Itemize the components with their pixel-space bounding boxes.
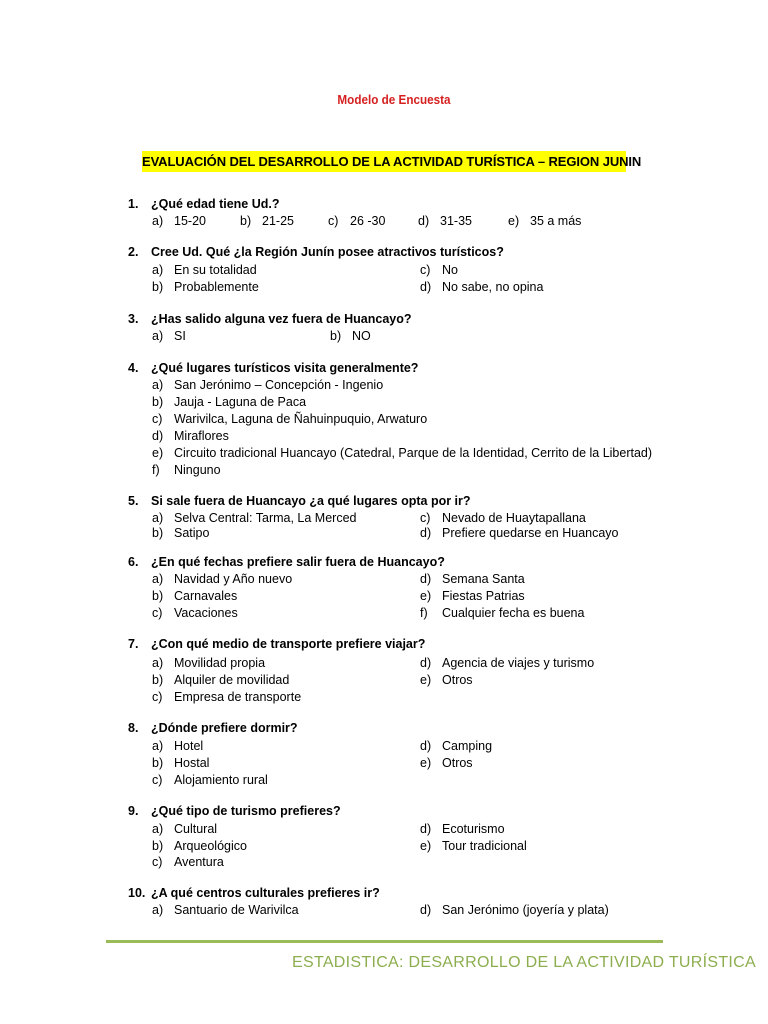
option-letter: b) bbox=[152, 395, 164, 409]
question-label: ¿Qué tipo de turismo prefieres? bbox=[151, 804, 341, 818]
option-letter: c) bbox=[152, 690, 163, 704]
option-text: Hostal bbox=[174, 756, 210, 770]
option-text: Otros bbox=[442, 673, 473, 687]
answer-option bbox=[152, 263, 257, 277]
option-text: Satipo bbox=[174, 526, 210, 540]
option-letter: d) bbox=[420, 739, 432, 753]
option-text: Alquiler de movilidad bbox=[174, 673, 290, 687]
option-letter: d) bbox=[420, 822, 432, 836]
answer-option bbox=[152, 589, 237, 603]
option-text: Warivilca, Laguna de Ñahuinpuquio, Arwaturo bbox=[174, 412, 428, 426]
question-label: Si sale fuera de Huancayo ¿a qué lugares opta por ir? bbox=[151, 494, 471, 508]
option-text: No bbox=[442, 263, 458, 277]
question-label: ¿Dónde prefiere dormir? bbox=[151, 721, 298, 735]
answer-option bbox=[420, 280, 543, 294]
option-text: Santuario de Warivilca bbox=[174, 903, 299, 917]
option-letter: e) bbox=[152, 446, 164, 460]
answer-option bbox=[152, 526, 209, 540]
answer-option bbox=[420, 589, 525, 603]
answer-option bbox=[152, 690, 301, 704]
answer-option bbox=[152, 656, 265, 670]
answer-option bbox=[420, 756, 473, 770]
question-number: 6. bbox=[128, 555, 139, 569]
option-letter: a) bbox=[152, 572, 164, 586]
question-label: ¿Has salido alguna vez fuera de Huancayo? bbox=[151, 312, 412, 326]
option-text: Selva Central: Tarma, La Merced bbox=[174, 511, 357, 525]
option-text: 15-20 bbox=[174, 214, 206, 228]
question-6-text bbox=[128, 555, 445, 569]
option-text: Agencia de viajes y turismo bbox=[442, 656, 595, 670]
option-letter: d) bbox=[418, 214, 430, 228]
option-letter: a) bbox=[152, 822, 164, 836]
option-letter: d) bbox=[420, 656, 432, 670]
option-letter: c) bbox=[328, 214, 339, 228]
option-letter: a) bbox=[152, 263, 164, 277]
question-number: 2. bbox=[128, 245, 139, 259]
question-label: ¿Con qué medio de transporte prefiere viajar? bbox=[151, 637, 426, 651]
answer-option bbox=[330, 329, 371, 343]
option-letter: d) bbox=[420, 526, 432, 540]
option-letter: e) bbox=[420, 673, 432, 687]
option-text: Cultural bbox=[174, 822, 218, 836]
answer-option bbox=[420, 606, 584, 620]
answer-option bbox=[152, 412, 427, 426]
option-text: San Jerónimo – Concepción - Ingenio bbox=[174, 378, 384, 392]
answer-option bbox=[240, 214, 294, 228]
answer-option bbox=[152, 329, 186, 343]
answer-option bbox=[152, 429, 229, 443]
option-letter: a) bbox=[152, 511, 164, 525]
answer-option bbox=[420, 903, 609, 917]
question-number: 9. bbox=[128, 804, 139, 818]
question-1-text bbox=[128, 197, 280, 211]
option-text: Otros bbox=[442, 756, 473, 770]
answer-option bbox=[152, 280, 259, 294]
answer-option bbox=[152, 606, 238, 620]
option-text: 21-25 bbox=[262, 214, 294, 228]
option-letter: f) bbox=[420, 606, 428, 620]
option-letter: a) bbox=[152, 214, 164, 228]
answer-option bbox=[328, 214, 385, 228]
option-letter: a) bbox=[152, 378, 164, 392]
answer-option bbox=[152, 822, 217, 836]
option-letter: f) bbox=[152, 463, 160, 477]
answer-option bbox=[152, 855, 224, 869]
question-label: Cree Ud. Qué ¿la Región Junín posee atractivos turísticos? bbox=[151, 245, 504, 259]
option-letter: d) bbox=[152, 429, 164, 443]
answer-option bbox=[152, 463, 221, 477]
answer-option bbox=[152, 395, 306, 409]
question-9-text bbox=[128, 804, 341, 818]
answer-option bbox=[152, 673, 289, 687]
question-2-text bbox=[128, 245, 504, 259]
answer-option bbox=[420, 511, 586, 525]
option-letter: e) bbox=[420, 756, 432, 770]
option-letter: b) bbox=[152, 673, 164, 687]
question-number: 8. bbox=[128, 721, 139, 735]
option-text: Fiestas Patrias bbox=[442, 589, 525, 603]
option-letter: e) bbox=[420, 839, 432, 853]
option-letter: c) bbox=[420, 263, 431, 277]
option-letter: b) bbox=[152, 589, 164, 603]
option-text: Circuito tradicional Huancayo (Catedral, Parque de la Identidad, Cerrito de la Libertad) bbox=[174, 446, 653, 460]
option-text: 31-35 bbox=[440, 214, 472, 228]
option-text: Ecoturismo bbox=[442, 822, 505, 836]
answer-option bbox=[152, 739, 203, 753]
option-text: Alojamiento rural bbox=[174, 773, 268, 787]
option-letter: b) bbox=[152, 756, 164, 770]
answer-option bbox=[420, 526, 619, 540]
option-text: Vacaciones bbox=[174, 606, 238, 620]
option-text: Cualquier fecha es buena bbox=[442, 606, 585, 620]
option-text: Empresa de transporte bbox=[174, 690, 302, 704]
question-number: 4. bbox=[128, 361, 139, 375]
option-text: Carnavales bbox=[174, 589, 238, 603]
question-7-text bbox=[128, 637, 425, 651]
answer-option bbox=[420, 656, 594, 670]
answer-option bbox=[418, 214, 472, 228]
answer-option bbox=[152, 572, 292, 586]
answer-option bbox=[152, 511, 357, 525]
option-letter: d) bbox=[420, 572, 432, 586]
option-letter: a) bbox=[152, 739, 164, 753]
option-text: 26 -30 bbox=[350, 214, 386, 228]
question-number: 10. bbox=[128, 886, 146, 900]
footer-caption: ESTADISTICA: DESARROLLO DE LA ACTIVIDAD TURÍSTICA bbox=[292, 954, 756, 971]
answer-option bbox=[152, 446, 652, 460]
question-3-text bbox=[128, 312, 412, 326]
option-letter: c) bbox=[152, 855, 163, 869]
question-label: ¿Qué lugares turísticos visita generalmente? bbox=[151, 361, 419, 375]
option-text: Arqueológico bbox=[174, 839, 247, 853]
option-text: No sabe, no opina bbox=[442, 280, 544, 294]
answer-option bbox=[420, 673, 473, 687]
survey-heading: EVALUACIÓN DEL DESARROLLO DE LA ACTIVIDAD TURÍSTICA – REGION JUNIN bbox=[142, 151, 626, 172]
option-letter: d) bbox=[420, 903, 432, 917]
option-text: SI bbox=[174, 329, 186, 343]
option-letter: c) bbox=[152, 773, 163, 787]
option-text: Hotel bbox=[174, 739, 204, 753]
question-5-text bbox=[128, 494, 471, 508]
option-text: 35 a más bbox=[530, 214, 582, 228]
option-letter: a) bbox=[152, 903, 164, 917]
option-letter: b) bbox=[152, 526, 164, 540]
option-letter: b) bbox=[240, 214, 252, 228]
question-4-text bbox=[128, 361, 418, 375]
option-letter: c) bbox=[152, 412, 163, 426]
question-10-text bbox=[128, 886, 380, 900]
option-letter: d) bbox=[420, 280, 432, 294]
question-8-text bbox=[128, 721, 298, 735]
question-label: ¿En qué fechas prefiere salir fuera de Huancayo? bbox=[151, 555, 445, 569]
document-title: Modelo de Encuesta bbox=[337, 92, 451, 107]
answer-option bbox=[152, 378, 383, 392]
question-number: 5. bbox=[128, 494, 139, 508]
question-label: ¿A qué centros culturales prefieres ir? bbox=[151, 886, 380, 900]
option-text: Aventura bbox=[174, 855, 224, 869]
answer-option bbox=[152, 773, 268, 787]
option-letter: c) bbox=[152, 606, 163, 620]
option-letter: e) bbox=[420, 589, 432, 603]
option-text: San Jerónimo (joyería y plata) bbox=[442, 903, 609, 917]
answer-option bbox=[152, 839, 247, 853]
option-letter: b) bbox=[330, 329, 342, 343]
question-number: 1. bbox=[128, 197, 139, 211]
answer-option bbox=[420, 263, 458, 277]
option-text: Prefiere quedarse en Huancayo bbox=[442, 526, 619, 540]
option-text: Camping bbox=[442, 739, 493, 753]
answer-option bbox=[420, 739, 492, 753]
option-letter: c) bbox=[420, 511, 431, 525]
answer-option bbox=[420, 822, 505, 836]
option-text: Jauja - Laguna de Paca bbox=[174, 395, 307, 409]
question-label: ¿Qué edad tiene Ud.? bbox=[151, 197, 280, 211]
option-letter: e) bbox=[508, 214, 520, 228]
question-number: 7. bbox=[128, 637, 139, 651]
option-text: En su totalidad bbox=[174, 263, 257, 277]
answer-option bbox=[420, 839, 527, 853]
answer-option bbox=[152, 903, 299, 917]
answer-option bbox=[420, 572, 525, 586]
option-text: Tour tradicional bbox=[442, 839, 527, 853]
option-text: Nevado de Huaytapallana bbox=[442, 511, 586, 525]
option-letter: b) bbox=[152, 280, 164, 294]
answer-option bbox=[508, 214, 581, 228]
option-text: Movilidad propia bbox=[174, 656, 266, 670]
option-letter: b) bbox=[152, 839, 164, 853]
option-letter: a) bbox=[152, 656, 164, 670]
footer-divider bbox=[106, 940, 663, 943]
question-number: 3. bbox=[128, 312, 139, 326]
option-text: Probablemente bbox=[174, 280, 259, 294]
answer-option bbox=[152, 756, 209, 770]
answer-option bbox=[152, 214, 206, 228]
option-text: Navidad y Año nuevo bbox=[174, 572, 293, 586]
option-letter: a) bbox=[152, 329, 164, 343]
option-text: Miraflores bbox=[174, 429, 229, 443]
option-text: Semana Santa bbox=[442, 572, 525, 586]
option-text: Ninguno bbox=[174, 463, 221, 477]
option-text: NO bbox=[352, 329, 371, 343]
